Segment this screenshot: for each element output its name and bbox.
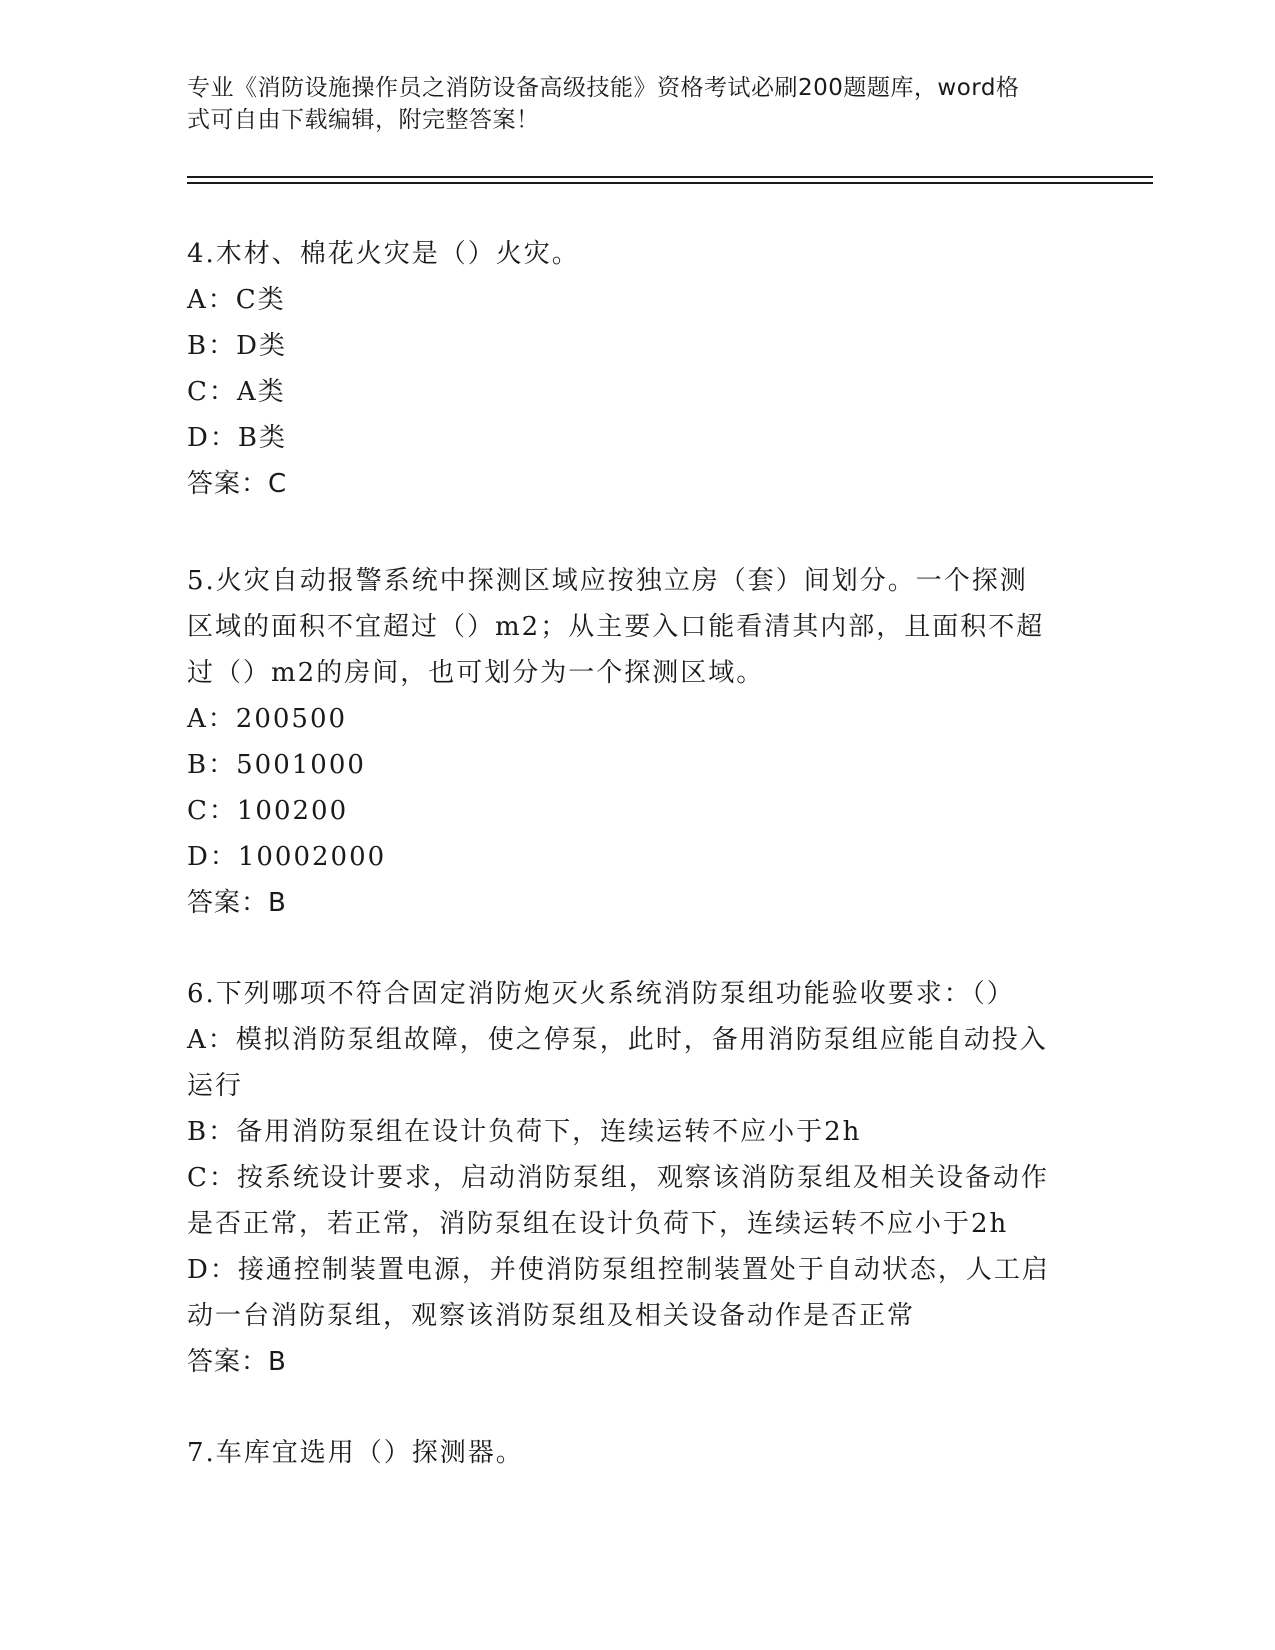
- option-c: C：A类: [187, 377, 286, 407]
- header-line-2: 式可自由下载编辑，附完整答案！: [187, 107, 540, 133]
- answer: 答案：C: [187, 469, 288, 499]
- option-a-line-1: A：模拟消防泵组故障，使之停泵，此时，备用消防泵组应能自动投入: [187, 1025, 1048, 1055]
- option-d-line-1: D：接通控制装置电源，并使消防泵组控制装置处于自动状态，人工启: [187, 1255, 1050, 1285]
- header-line-1: 专业《消防设施操作员之消防设备高级技能》资格考试必刷200题题库，word格: [187, 75, 1020, 101]
- option-b: B：5001000: [187, 750, 366, 780]
- question-7: [187, 1430, 1067, 1476]
- document-header: [187, 72, 1067, 136]
- option-c-line-2: 是否正常，若正常，消防泵组在设计负荷下，连续运转不应小于2h: [187, 1209, 1009, 1239]
- answer: 答案：B: [187, 1347, 287, 1377]
- question-stem: 6.下列哪项不符合固定消防炮灭火系统消防泵组功能验收要求：（）: [187, 979, 1015, 1009]
- option-d: D：B类: [187, 423, 287, 453]
- option-a-line-2: 运行: [187, 1071, 244, 1101]
- header-divider-top: [187, 176, 1153, 178]
- question-5: [187, 558, 1067, 926]
- option-c: C：100200: [187, 796, 349, 826]
- option-d: D：10002000: [187, 842, 387, 872]
- option-b: B：D类: [187, 331, 287, 361]
- question-4: [187, 231, 1067, 507]
- option-c-line-1: C：按系统设计要求，启动消防泵组，观察该消防泵组及相关设备动作: [187, 1163, 1049, 1193]
- option-b: B：备用消防泵组在设计负荷下，连续运转不应小于2h: [187, 1117, 862, 1147]
- question-stem: 7.车库宜选用（）探测器。: [187, 1438, 524, 1468]
- option-a: A：200500: [187, 704, 348, 734]
- question-6: [187, 971, 1067, 1385]
- question-stem-line-1: 5.火灾自动报警系统中探测区域应按独立房（套）间划分。一个探测: [187, 566, 1028, 596]
- question-stem: 4.木材、棉花火灾是（）火灾。: [187, 239, 580, 269]
- question-stem-line-2: 区域的面积不宜超过（）m2；从主要入口能看清其内部，且面积不超: [187, 612, 1045, 642]
- option-d-line-2: 动一台消防泵组，观察该消防泵组及相关设备动作是否正常: [187, 1301, 916, 1331]
- question-stem-line-3: 过（）m2的房间，也可划分为一个探测区域。: [187, 658, 765, 688]
- option-a: A：C类: [187, 285, 286, 315]
- header-divider-bottom: [187, 182, 1153, 184]
- answer: 答案：B: [187, 888, 287, 918]
